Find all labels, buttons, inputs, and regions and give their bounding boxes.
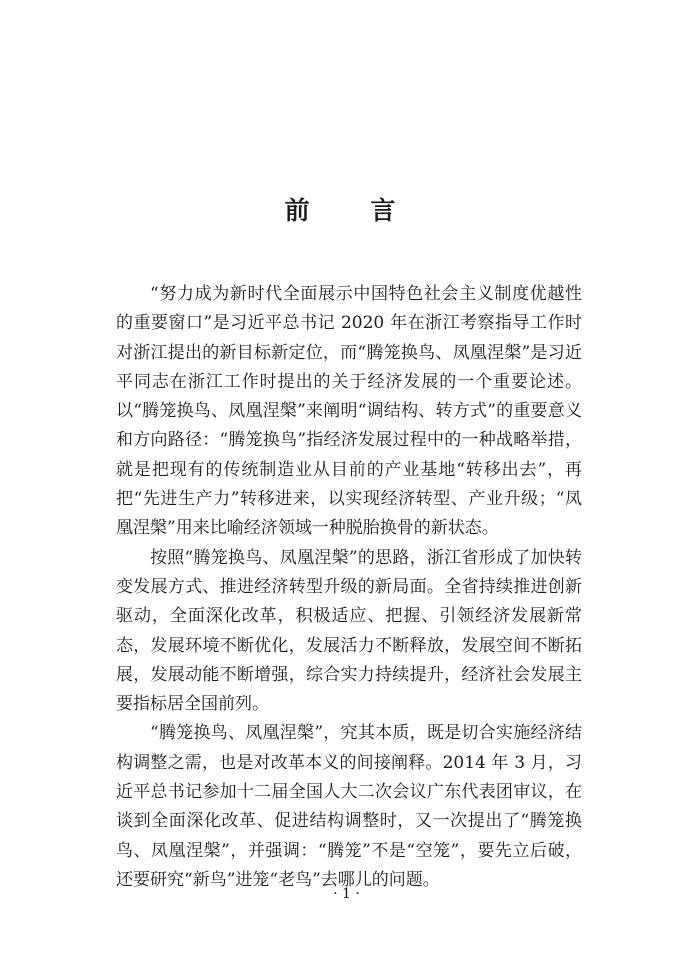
paragraph-1: “努力成为新时代全面展示中国特色社会主义制度优越性的重要窗口”是习近平总书记 2020 年在浙江考察指导工作时对浙江提出的新目标新定位，而“腾笼换鸟、凤凰涅槃”是习近平同志在浙江工作时提出的关于经济发展的一个重要论述。以“腾笼换鸟、凤凰涅槃”来阐明“调结构、转方式”的重要意义和方向路径：“腾笼换鸟”指经济发展过程中的一种战略举措，就是把现有的传统制造业从目前的产业基地“转移出去”，再把“先进生产力”转移进来，以实现经济转型、产业升级；“凤凰涅槃”用来比喻经济领域一种脱胎换骨的新状态。	[116, 284, 582, 539]
page-number: · 1 ·	[333, 886, 360, 902]
paragraph-2: 按照“腾笼换鸟、凤凰涅槃”的思路，浙江省形成了加快转变发展方式、推进经济转型升级的新局面。全省持续推进创新驱动，全面深化改革，积极适应、把握、引领经济发展新常态，发展环境不断优化，发展活力不断释放，发展空间不断拓展，发展动能不断增强，综合实力持续提升，经济社会发展主要指标居全国前列。	[116, 547, 582, 715]
paragraph-3: “腾笼换鸟、凤凰涅槃”，究其本质，既是切合实施经济结构调整之需，也是对改革本义的间接阐释。2014 年 3 月，习近平总书记参加十二届全国人大二次会议广东代表团审议，在谈到全面深化改革、促进结构调整时，又一次提出了“腾笼换鸟、凤凰涅槃”，并强调：“腾笼”不是“空笼”，要先立后破，还要研究“新鸟”进笼“老鸟”去哪儿的问题。	[116, 723, 582, 890]
body-text	[116, 280, 582, 895]
page-title: 前 言	[284, 196, 422, 225]
